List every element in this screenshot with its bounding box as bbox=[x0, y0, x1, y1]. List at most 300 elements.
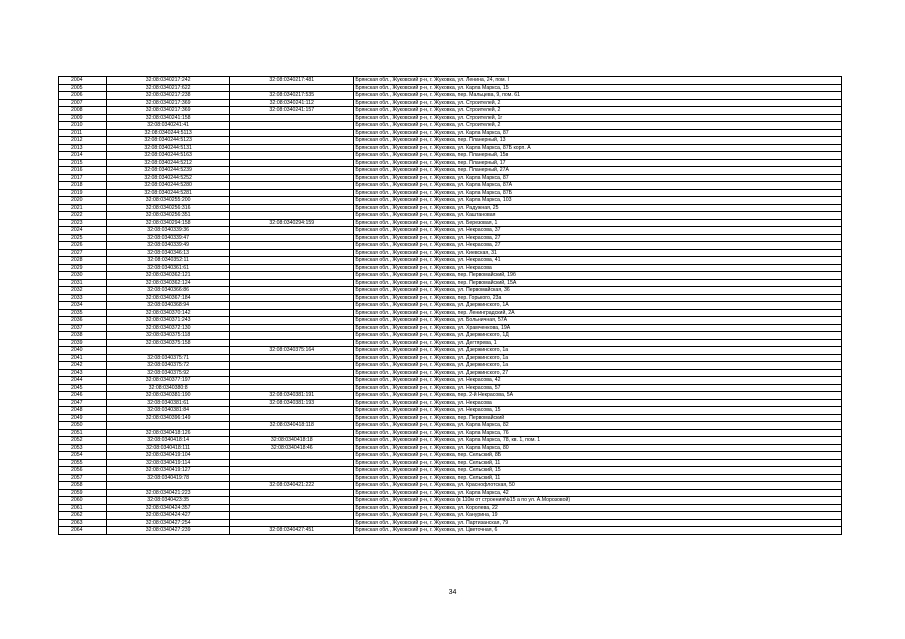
row-number-cell: 2038 bbox=[59, 332, 107, 340]
address-cell: Брянская обл., Жуковский р-н, г. Жуковка, ул. Краснофлотская, 50 bbox=[354, 482, 842, 490]
cadastral-number-cell: 32:08:0340244:5252 bbox=[107, 174, 230, 182]
row-number-cell: 2025 bbox=[59, 234, 107, 242]
cadastral-number-cell: 32:08:0340419:114 bbox=[107, 459, 230, 467]
linked-cadastral-number-cell bbox=[230, 279, 354, 287]
cadastral-number-cell: 32:08:0340244:5113 bbox=[107, 129, 230, 137]
cadastral-number-cell: 32:08:0340427:254 bbox=[107, 519, 230, 527]
cadastral-number-cell bbox=[107, 482, 230, 490]
linked-cadastral-number-cell bbox=[230, 174, 354, 182]
table-row bbox=[59, 444, 842, 452]
row-number-cell: 2016 bbox=[59, 167, 107, 175]
address-cell: Брянская обл., Жуковский р-н, г. Жуковка, ул. Королева, 22 bbox=[354, 504, 842, 512]
linked-cadastral-number-cell bbox=[230, 459, 354, 467]
table-row bbox=[59, 422, 842, 430]
linked-cadastral-number-cell bbox=[230, 197, 354, 205]
table-row bbox=[59, 317, 842, 325]
cadastral-number-cell: 32:08:0340421:223 bbox=[107, 489, 230, 497]
address-cell: Брянская обл., Жуковский р-н, г. Жуковка, пер. Сельский, 8Б bbox=[354, 452, 842, 460]
row-number-cell: 2007 bbox=[59, 99, 107, 107]
row-number-cell: 2055 bbox=[59, 459, 107, 467]
address-cell: Брянская обл., Жуковский р-н, г. Жуковка, пер. Сельский, 15 bbox=[354, 467, 842, 475]
cadastral-number-cell: 32:08:0340418:14 bbox=[107, 437, 230, 445]
linked-cadastral-number-cell bbox=[230, 302, 354, 310]
linked-cadastral-number-cell bbox=[230, 504, 354, 512]
row-number-cell: 2058 bbox=[59, 482, 107, 490]
table-row bbox=[59, 167, 842, 175]
table-row bbox=[59, 452, 842, 460]
table-row bbox=[59, 324, 842, 332]
table-row bbox=[59, 497, 842, 505]
table-row bbox=[59, 294, 842, 302]
row-number-cell: 2047 bbox=[59, 399, 107, 407]
linked-cadastral-number-cell bbox=[230, 189, 354, 197]
table-row bbox=[59, 347, 842, 355]
address-cell: Брянская обл., Жуковский р-н, г. Жуковка, пер. Планерный, 27А bbox=[354, 167, 842, 175]
row-number-cell: 2012 bbox=[59, 137, 107, 145]
address-cell: Брянская обл., Жуковский р-н, г. Жуковка, пер. Сельский, 11 bbox=[354, 474, 842, 482]
table-row bbox=[59, 369, 842, 377]
row-number-cell: 2006 bbox=[59, 92, 107, 100]
table-row bbox=[59, 137, 842, 145]
address-cell: Брянская обл., Жуковский р-н, г. Жуковка, ул. Строителей, 2 bbox=[354, 107, 842, 115]
cadastral-number-cell: 32:08:0340375:71 bbox=[107, 354, 230, 362]
row-number-cell: 2040 bbox=[59, 347, 107, 355]
row-number-cell: 2064 bbox=[59, 527, 107, 535]
row-number-cell: 2015 bbox=[59, 159, 107, 167]
linked-cadastral-number-cell bbox=[230, 467, 354, 475]
address-cell: Брянская обл., Жуковский р-н, г. Жуковка, ул. Партизанская, 79 bbox=[354, 519, 842, 527]
row-number-cell: 2028 bbox=[59, 257, 107, 265]
table-row bbox=[59, 414, 842, 422]
row-number-cell: 2024 bbox=[59, 227, 107, 235]
address-cell: Брянская обл., Жуковский р-н, г. Жуковка, ул. Дзержинского, 1а bbox=[354, 347, 842, 355]
address-cell: Брянская обл., Жуковский р-н, г. Жуковка, ул. Некрасова, 57 bbox=[354, 384, 842, 392]
cadastral-number-cell: 32:08:0340375:72 bbox=[107, 362, 230, 370]
table-row bbox=[59, 279, 842, 287]
cadastral-number-cell: 32:08:0340424:357 bbox=[107, 504, 230, 512]
address-cell: Брянская обл., Жуковский р-н, г. Жуковка, ул. Дзержинского, 1А bbox=[354, 302, 842, 310]
row-number-cell: 2022 bbox=[59, 212, 107, 220]
cadastral-number-cell: 32:08:0340255:200 bbox=[107, 197, 230, 205]
row-number-cell: 2019 bbox=[59, 189, 107, 197]
row-number-cell: 2043 bbox=[59, 369, 107, 377]
linked-cadastral-number-cell: 32:08:0340241:112 bbox=[230, 99, 354, 107]
cadastral-number-cell: 32:08:0340419:127 bbox=[107, 467, 230, 475]
linked-cadastral-number-cell bbox=[230, 137, 354, 145]
address-cell: Брянская обл., Жуковский р-н, г. Жуковка, ул. Карла Маркса, 87А bbox=[354, 182, 842, 190]
row-number-cell: 2008 bbox=[59, 107, 107, 115]
linked-cadastral-number-cell: 32:08:0340375:164 bbox=[230, 347, 354, 355]
address-cell: Брянская обл., Жуковский р-н, г. Жуковка, ул. Некрасова, 41 bbox=[354, 257, 842, 265]
address-cell: Брянская обл., Жуковский р-н, г. Жуковка, пер. Первомайский bbox=[354, 414, 842, 422]
registry-table bbox=[58, 76, 842, 535]
table-row bbox=[59, 437, 842, 445]
cadastral-number-cell: 32:08:0340366:86 bbox=[107, 287, 230, 295]
cadastral-number-cell: 32:08:0340381:190 bbox=[107, 392, 230, 400]
table-row bbox=[59, 84, 842, 92]
linked-cadastral-number-cell: 32:08:0340217:481 bbox=[230, 77, 354, 85]
table-row bbox=[59, 264, 842, 272]
linked-cadastral-number-cell bbox=[230, 212, 354, 220]
cadastral-number-cell: 32:08:0340381:84 bbox=[107, 407, 230, 415]
address-cell: Брянская обл., Жуковский р-н, г. Жуковка, пер. Планерный, 17 bbox=[354, 159, 842, 167]
cadastral-number-cell: 32:08:0340244:5280 bbox=[107, 182, 230, 190]
address-cell: Брянская обл., Жуковский р-н, г. Жуковка, ул. Некрасова bbox=[354, 264, 842, 272]
address-cell: Брянская обл., Жуковский р-н, г. Жуковка, ул. Киевская, 31 bbox=[354, 249, 842, 257]
cadastral-number-cell: 32:08:0340244:5123 bbox=[107, 137, 230, 145]
linked-cadastral-number-cell bbox=[230, 429, 354, 437]
table-row bbox=[59, 399, 842, 407]
cadastral-number-cell bbox=[107, 422, 230, 430]
cadastral-number-cell: 32:08:0340256:351 bbox=[107, 212, 230, 220]
address-cell: Брянская обл., Жуковский р-н, г. Жуковка, ул. Карла Маркса, 80 bbox=[354, 444, 842, 452]
cadastral-number-cell: 32:08:0340294:158 bbox=[107, 219, 230, 227]
table-row bbox=[59, 212, 842, 220]
row-number-cell: 2014 bbox=[59, 152, 107, 160]
table-row bbox=[59, 159, 842, 167]
linked-cadastral-number-cell bbox=[230, 294, 354, 302]
linked-cadastral-number-cell bbox=[230, 167, 354, 175]
linked-cadastral-number-cell bbox=[230, 384, 354, 392]
linked-cadastral-number-cell: 32:08:0340217:535 bbox=[230, 92, 354, 100]
table-row bbox=[59, 92, 842, 100]
address-cell: Брянская обл., Жуковский р-н, г. Жуковка, пер. Первомайский, 15А bbox=[354, 279, 842, 287]
row-number-cell: 2009 bbox=[59, 114, 107, 122]
cadastral-number-cell: 32:08:0340217:369 bbox=[107, 107, 230, 115]
linked-cadastral-number-cell bbox=[230, 227, 354, 235]
cadastral-number-cell: 32:08:0340370:142 bbox=[107, 309, 230, 317]
address-cell: Брянская обл., Жуковский р-н, г. Жуковка, ул. Некрасова, 42 bbox=[354, 377, 842, 385]
address-cell: Брянская обл., Жуковский р-н, г. Жуковка, пер. Ленинградский, 2А bbox=[354, 309, 842, 317]
cadastral-number-cell: 32:08:0340339:36 bbox=[107, 227, 230, 235]
linked-cadastral-number-cell bbox=[230, 234, 354, 242]
linked-cadastral-number-cell bbox=[230, 324, 354, 332]
table-row bbox=[59, 504, 842, 512]
table-row bbox=[59, 197, 842, 205]
linked-cadastral-number-cell: 32:08:0340381:191 bbox=[230, 392, 354, 400]
linked-cadastral-number-cell bbox=[230, 414, 354, 422]
table-row bbox=[59, 182, 842, 190]
linked-cadastral-number-cell bbox=[230, 249, 354, 257]
address-cell: Брянская обл., Жуковский р-н, г. Жуковка, ул. Храмченкова, 19А bbox=[354, 324, 842, 332]
row-number-cell: 2050 bbox=[59, 422, 107, 430]
linked-cadastral-number-cell bbox=[230, 204, 354, 212]
row-number-cell: 2018 bbox=[59, 182, 107, 190]
address-cell: Брянская обл., Жуковский р-н, г. Жуковка, ул. Ленина, 24, пом. I bbox=[354, 77, 842, 85]
row-number-cell: 2056 bbox=[59, 467, 107, 475]
cadastral-number-cell: 32:08:0340368:94 bbox=[107, 302, 230, 310]
cadastral-number-cell: 32:08:0340380:8 bbox=[107, 384, 230, 392]
linked-cadastral-number-cell: 32:08:0340294:159 bbox=[230, 219, 354, 227]
cadastral-number-cell: 32:08:0340346:13 bbox=[107, 249, 230, 257]
linked-cadastral-number-cell bbox=[230, 129, 354, 137]
table-row bbox=[59, 99, 842, 107]
row-number-cell: 2053 bbox=[59, 444, 107, 452]
linked-cadastral-number-cell: 32:08:0340418:118 bbox=[230, 422, 354, 430]
cadastral-number-cell: 32:08:0340424:427 bbox=[107, 512, 230, 520]
linked-cadastral-number-cell bbox=[230, 354, 354, 362]
address-cell: Брянская обл., Жуковский р-н, г. Жуковка, ул. Карла Маркса, 87Б корп. А bbox=[354, 144, 842, 152]
address-cell: Брянская обл., Жуковский р-н, г. Жуковка, ул. Карла Маркса, 87 bbox=[354, 174, 842, 182]
row-number-cell: 2049 bbox=[59, 414, 107, 422]
address-cell: Брянская обл., Жуковский р-н, г. Жуковка, пер. Планерный, 13 bbox=[354, 137, 842, 145]
address-cell: Брянская обл., Жуковский р-н, г. Жуковка, ул. Дзержинского, 27 bbox=[354, 369, 842, 377]
cadastral-number-cell: 32:08:0340375:158 bbox=[107, 339, 230, 347]
linked-cadastral-number-cell bbox=[230, 362, 354, 370]
table-row bbox=[59, 527, 842, 535]
linked-cadastral-number-cell bbox=[230, 452, 354, 460]
cadastral-number-cell: 32:08:0340362:124 bbox=[107, 279, 230, 287]
table-body bbox=[59, 77, 842, 535]
address-cell: Брянская обл., Жуковский р-н, г. Жуковка, ул. Некрасова, 27 bbox=[354, 234, 842, 242]
row-number-cell: 2060 bbox=[59, 497, 107, 505]
row-number-cell: 2041 bbox=[59, 354, 107, 362]
row-number-cell: 2037 bbox=[59, 324, 107, 332]
linked-cadastral-number-cell bbox=[230, 377, 354, 385]
row-number-cell: 2046 bbox=[59, 392, 107, 400]
table-row bbox=[59, 384, 842, 392]
row-number-cell: 2063 bbox=[59, 519, 107, 527]
address-cell: Брянская обл., Жуковский р-н, г. Жуковка, ул. Некрасова, 15 bbox=[354, 407, 842, 415]
row-number-cell: 2051 bbox=[59, 429, 107, 437]
cadastral-number-cell: 32:08:0340375:92 bbox=[107, 369, 230, 377]
cadastral-number-cell: 32:08:0340361:61 bbox=[107, 264, 230, 272]
linked-cadastral-number-cell: 32:08:0340427:451 bbox=[230, 527, 354, 535]
address-cell: Брянская обл., Жуковский р-н, г. Жуковка, ул. Дегтярева, 1 bbox=[354, 339, 842, 347]
cadastral-number-cell: 32:08:0340352:11 bbox=[107, 257, 230, 265]
row-number-cell: 2034 bbox=[59, 302, 107, 310]
row-number-cell: 2033 bbox=[59, 294, 107, 302]
linked-cadastral-number-cell: 32:08:0340418:46 bbox=[230, 444, 354, 452]
address-cell: Брянская обл., Жуковский р-н, г. Жуковка, ул. Некрасова bbox=[354, 399, 842, 407]
table-row bbox=[59, 122, 842, 130]
linked-cadastral-number-cell bbox=[230, 489, 354, 497]
row-number-cell: 2032 bbox=[59, 287, 107, 295]
cadastral-number-cell: 32:08:0340244:5131 bbox=[107, 144, 230, 152]
table-row bbox=[59, 362, 842, 370]
row-number-cell: 2035 bbox=[59, 309, 107, 317]
table-row bbox=[59, 114, 842, 122]
row-number-cell: 2030 bbox=[59, 272, 107, 280]
address-cell: Брянская обл., Жуковский р-н, г. Жуковка, ул. Цветочная, 6 bbox=[354, 527, 842, 535]
row-number-cell: 2062 bbox=[59, 512, 107, 520]
table-row bbox=[59, 204, 842, 212]
table-row bbox=[59, 339, 842, 347]
row-number-cell: 2048 bbox=[59, 407, 107, 415]
cadastral-number-cell: 32:08:0340244:5239 bbox=[107, 167, 230, 175]
row-number-cell: 2059 bbox=[59, 489, 107, 497]
row-number-cell: 2017 bbox=[59, 174, 107, 182]
address-cell: Брянская обл., Жуковский р-н, г. Жуковка, пер. 2-й Некрасова, 5А bbox=[354, 392, 842, 400]
row-number-cell: 2036 bbox=[59, 317, 107, 325]
cadastral-number-cell: 32:08:0340427:239 bbox=[107, 527, 230, 535]
page-number: 34 bbox=[448, 589, 457, 596]
cadastral-number-cell bbox=[107, 347, 230, 355]
table-row bbox=[59, 227, 842, 235]
table-row bbox=[59, 272, 842, 280]
table-row bbox=[59, 519, 842, 527]
address-cell: Брянская обл., Жуковский р-н, г. Жуковка, ул. Дзержинского, 1Д bbox=[354, 332, 842, 340]
table-row bbox=[59, 77, 842, 85]
cadastral-number-cell: 32:08:0340339:49 bbox=[107, 242, 230, 250]
linked-cadastral-number-cell bbox=[230, 264, 354, 272]
row-number-cell: 2054 bbox=[59, 452, 107, 460]
row-number-cell: 2052 bbox=[59, 437, 107, 445]
linked-cadastral-number-cell bbox=[230, 257, 354, 265]
cadastral-number-cell: 32:08:0340217:238 bbox=[107, 92, 230, 100]
cadastral-number-cell: 32:08:0340217:622 bbox=[107, 84, 230, 92]
table-row bbox=[59, 257, 842, 265]
table-row bbox=[59, 287, 842, 295]
address-cell: Брянская обл., Жуковский р-н, г. Жуковка, ул. Некрасова, 27 bbox=[354, 242, 842, 250]
row-number-cell: 2004 bbox=[59, 77, 107, 85]
linked-cadastral-number-cell bbox=[230, 287, 354, 295]
row-number-cell: 2061 bbox=[59, 504, 107, 512]
table-row bbox=[59, 407, 842, 415]
cadastral-number-cell: 32:08:0340423:35 bbox=[107, 497, 230, 505]
cadastral-number-cell: 32:08:0340367:184 bbox=[107, 294, 230, 302]
table-row bbox=[59, 392, 842, 400]
row-number-cell: 2010 bbox=[59, 122, 107, 130]
row-number-cell: 2020 bbox=[59, 197, 107, 205]
address-cell: Брянская обл., Жуковский р-н, г. Жуковка, ул. Карла Маркса, 87 bbox=[354, 129, 842, 137]
table-row bbox=[59, 219, 842, 227]
address-cell: Брянская обл., Жуковский р-н, г. Жуковка, пер. Первомайский, 19б bbox=[354, 272, 842, 280]
table-row bbox=[59, 174, 842, 182]
table-row bbox=[59, 129, 842, 137]
table-row bbox=[59, 474, 842, 482]
table-row bbox=[59, 512, 842, 520]
linked-cadastral-number-cell: 32:08:0340421:222 bbox=[230, 482, 354, 490]
cadastral-number-cell: 32:08:0340256:316 bbox=[107, 204, 230, 212]
row-number-cell: 2013 bbox=[59, 144, 107, 152]
table-row bbox=[59, 377, 842, 385]
row-number-cell: 2023 bbox=[59, 219, 107, 227]
table-row bbox=[59, 152, 842, 160]
linked-cadastral-number-cell bbox=[230, 512, 354, 520]
cadastral-number-cell: 32:08:0340419:78 bbox=[107, 474, 230, 482]
cadastral-number-cell: 32:08:0340418:111 bbox=[107, 444, 230, 452]
address-cell: Брянская обл., Жуковский р-н, г. Жуковка, пер. Мальцева, 9, пом. 61 bbox=[354, 92, 842, 100]
row-number-cell: 2005 bbox=[59, 84, 107, 92]
address-cell: Брянская обл., Жуковский р-н, г. Жуковка (в 110м от строения№15 а по ул. А.Морозовой) bbox=[354, 497, 842, 505]
table-row bbox=[59, 242, 842, 250]
cadastral-number-cell: 32:08:0340372:130 bbox=[107, 324, 230, 332]
row-number-cell: 2021 bbox=[59, 204, 107, 212]
address-cell: Брянская обл., Жуковский р-н, г. Жуковка, ул. Строителей, 2 bbox=[354, 99, 842, 107]
address-cell: Брянская обл., Жуковский р-н, г. Жуковка, ул. Строителей, 2 bbox=[354, 122, 842, 130]
row-number-cell: 2039 bbox=[59, 339, 107, 347]
cadastral-number-cell: 32:08:0340396:149 bbox=[107, 414, 230, 422]
address-cell: Брянская обл., Жуковский р-н, г. Жуковка, ул. Канурина, 19 bbox=[354, 512, 842, 520]
linked-cadastral-number-cell bbox=[230, 152, 354, 160]
address-cell: Брянская обл., Жуковский р-н, г. Жуковка, ул. Карла Маркса, 76 bbox=[354, 429, 842, 437]
linked-cadastral-number-cell bbox=[230, 369, 354, 377]
row-number-cell: 2045 bbox=[59, 384, 107, 392]
linked-cadastral-number-cell bbox=[230, 144, 354, 152]
table-row bbox=[59, 107, 842, 115]
row-number-cell: 2011 bbox=[59, 129, 107, 137]
address-cell: Брянская обл., Жуковский р-н, г. Жуковка, ул. Дзержинского, 1а bbox=[354, 354, 842, 362]
linked-cadastral-number-cell bbox=[230, 242, 354, 250]
cadastral-number-cell: 32:08:0340244:5281 bbox=[107, 189, 230, 197]
row-number-cell: 2044 bbox=[59, 377, 107, 385]
cadastral-number-cell: 32:08:0340381:61 bbox=[107, 399, 230, 407]
table-row bbox=[59, 302, 842, 310]
row-number-cell: 2057 bbox=[59, 474, 107, 482]
table-row bbox=[59, 332, 842, 340]
linked-cadastral-number-cell bbox=[230, 309, 354, 317]
table-row bbox=[59, 459, 842, 467]
table-row bbox=[59, 144, 842, 152]
linked-cadastral-number-cell bbox=[230, 122, 354, 130]
table-row bbox=[59, 489, 842, 497]
table-row bbox=[59, 249, 842, 257]
cadastral-number-cell: 32:08:0340241:41 bbox=[107, 122, 230, 130]
cadastral-number-cell: 32:08:0340217:369 bbox=[107, 99, 230, 107]
linked-cadastral-number-cell bbox=[230, 114, 354, 122]
table-row bbox=[59, 309, 842, 317]
linked-cadastral-number-cell bbox=[230, 474, 354, 482]
linked-cadastral-number-cell bbox=[230, 332, 354, 340]
row-number-cell: 2029 bbox=[59, 264, 107, 272]
address-cell: Брянская обл., Жуковский р-н, г. Жуковка, ул. Карла Маркса, 15 bbox=[354, 84, 842, 92]
cadastral-number-cell: 32:08:0340362:121 bbox=[107, 272, 230, 280]
address-cell: Брянская обл., Жуковский р-н, г. Жуковка, ул. Карла Маркса, 78, кв. 1, пом. 1 bbox=[354, 437, 842, 445]
cadastral-number-cell: 32:08:0340241:158 bbox=[107, 114, 230, 122]
table-row bbox=[59, 482, 842, 490]
address-cell: Брянская обл., Жуковский р-н, г. Жуковка, ул. Березовая, 1 bbox=[354, 219, 842, 227]
linked-cadastral-number-cell bbox=[230, 317, 354, 325]
address-cell: Брянская обл., Жуковский р-н, г. Жуковка, ул. Радужная, 25 bbox=[354, 204, 842, 212]
table-row bbox=[59, 354, 842, 362]
address-cell: Брянская обл., Жуковский р-н, г. Жуковка, пер. Горького, 23а bbox=[354, 294, 842, 302]
linked-cadastral-number-cell bbox=[230, 497, 354, 505]
address-cell: Брянская обл., Жуковский р-н, г. Жуковка, ул. Строителей, 1г bbox=[354, 114, 842, 122]
linked-cadastral-number-cell bbox=[230, 407, 354, 415]
address-cell: Брянская обл., Жуковский р-н, г. Жуковка, ул. Больничная, 57А bbox=[354, 317, 842, 325]
linked-cadastral-number-cell: 32:08:0340381:193 bbox=[230, 399, 354, 407]
table-row bbox=[59, 429, 842, 437]
table-row bbox=[59, 189, 842, 197]
address-cell: Брянская обл., Жуковский р-н, г. Жуковка, ул. Карла Маркса, 87Б bbox=[354, 189, 842, 197]
linked-cadastral-number-cell bbox=[230, 84, 354, 92]
row-number-cell: 2026 bbox=[59, 242, 107, 250]
address-cell: Брянская обл., Жуковский р-н, г. Жуковка, ул. Каштановая bbox=[354, 212, 842, 220]
linked-cadastral-number-cell bbox=[230, 519, 354, 527]
linked-cadastral-number-cell bbox=[230, 339, 354, 347]
table-row bbox=[59, 467, 842, 475]
address-cell: Брянская обл., Жуковский р-н, г. Жуковка, пер. Планерный, 15в bbox=[354, 152, 842, 160]
address-cell: Брянская обл., Жуковский р-н, г. Жуковка, пер. Сельский, 11 bbox=[354, 459, 842, 467]
linked-cadastral-number-cell: 32:08:0340241:157 bbox=[230, 107, 354, 115]
row-number-cell: 2042 bbox=[59, 362, 107, 370]
row-number-cell: 2031 bbox=[59, 279, 107, 287]
cadastral-number-cell: 32:08:0340377:197 bbox=[107, 377, 230, 385]
cadastral-number-cell: 32:08:0340371:243 bbox=[107, 317, 230, 325]
linked-cadastral-number-cell bbox=[230, 272, 354, 280]
address-cell: Брянская обл., Жуковский р-н, г. Жуковка, ул. Карла Маркса, 42 bbox=[354, 489, 842, 497]
table-row bbox=[59, 234, 842, 242]
cadastral-number-cell: 32:08:0340244:5163 bbox=[107, 152, 230, 160]
cadastral-number-cell: 32:08:0340244:5212 bbox=[107, 159, 230, 167]
cadastral-number-cell: 32:08:0340375:118 bbox=[107, 332, 230, 340]
address-cell: Брянская обл., Жуковский р-н, г. Жуковка, ул. Карла Маркса, 82 bbox=[354, 422, 842, 430]
address-cell: Брянская обл., Жуковский р-н, г. Жуковка, ул. Карла Маркса, 103 bbox=[354, 197, 842, 205]
cadastral-number-cell: 32:08:0340339:47 bbox=[107, 234, 230, 242]
address-cell: Брянская обл., Жуковский р-н, г. Жуковка, ул. Дзержинского, 1а bbox=[354, 362, 842, 370]
cadastral-number-cell: 32:08:0340418:126 bbox=[107, 429, 230, 437]
